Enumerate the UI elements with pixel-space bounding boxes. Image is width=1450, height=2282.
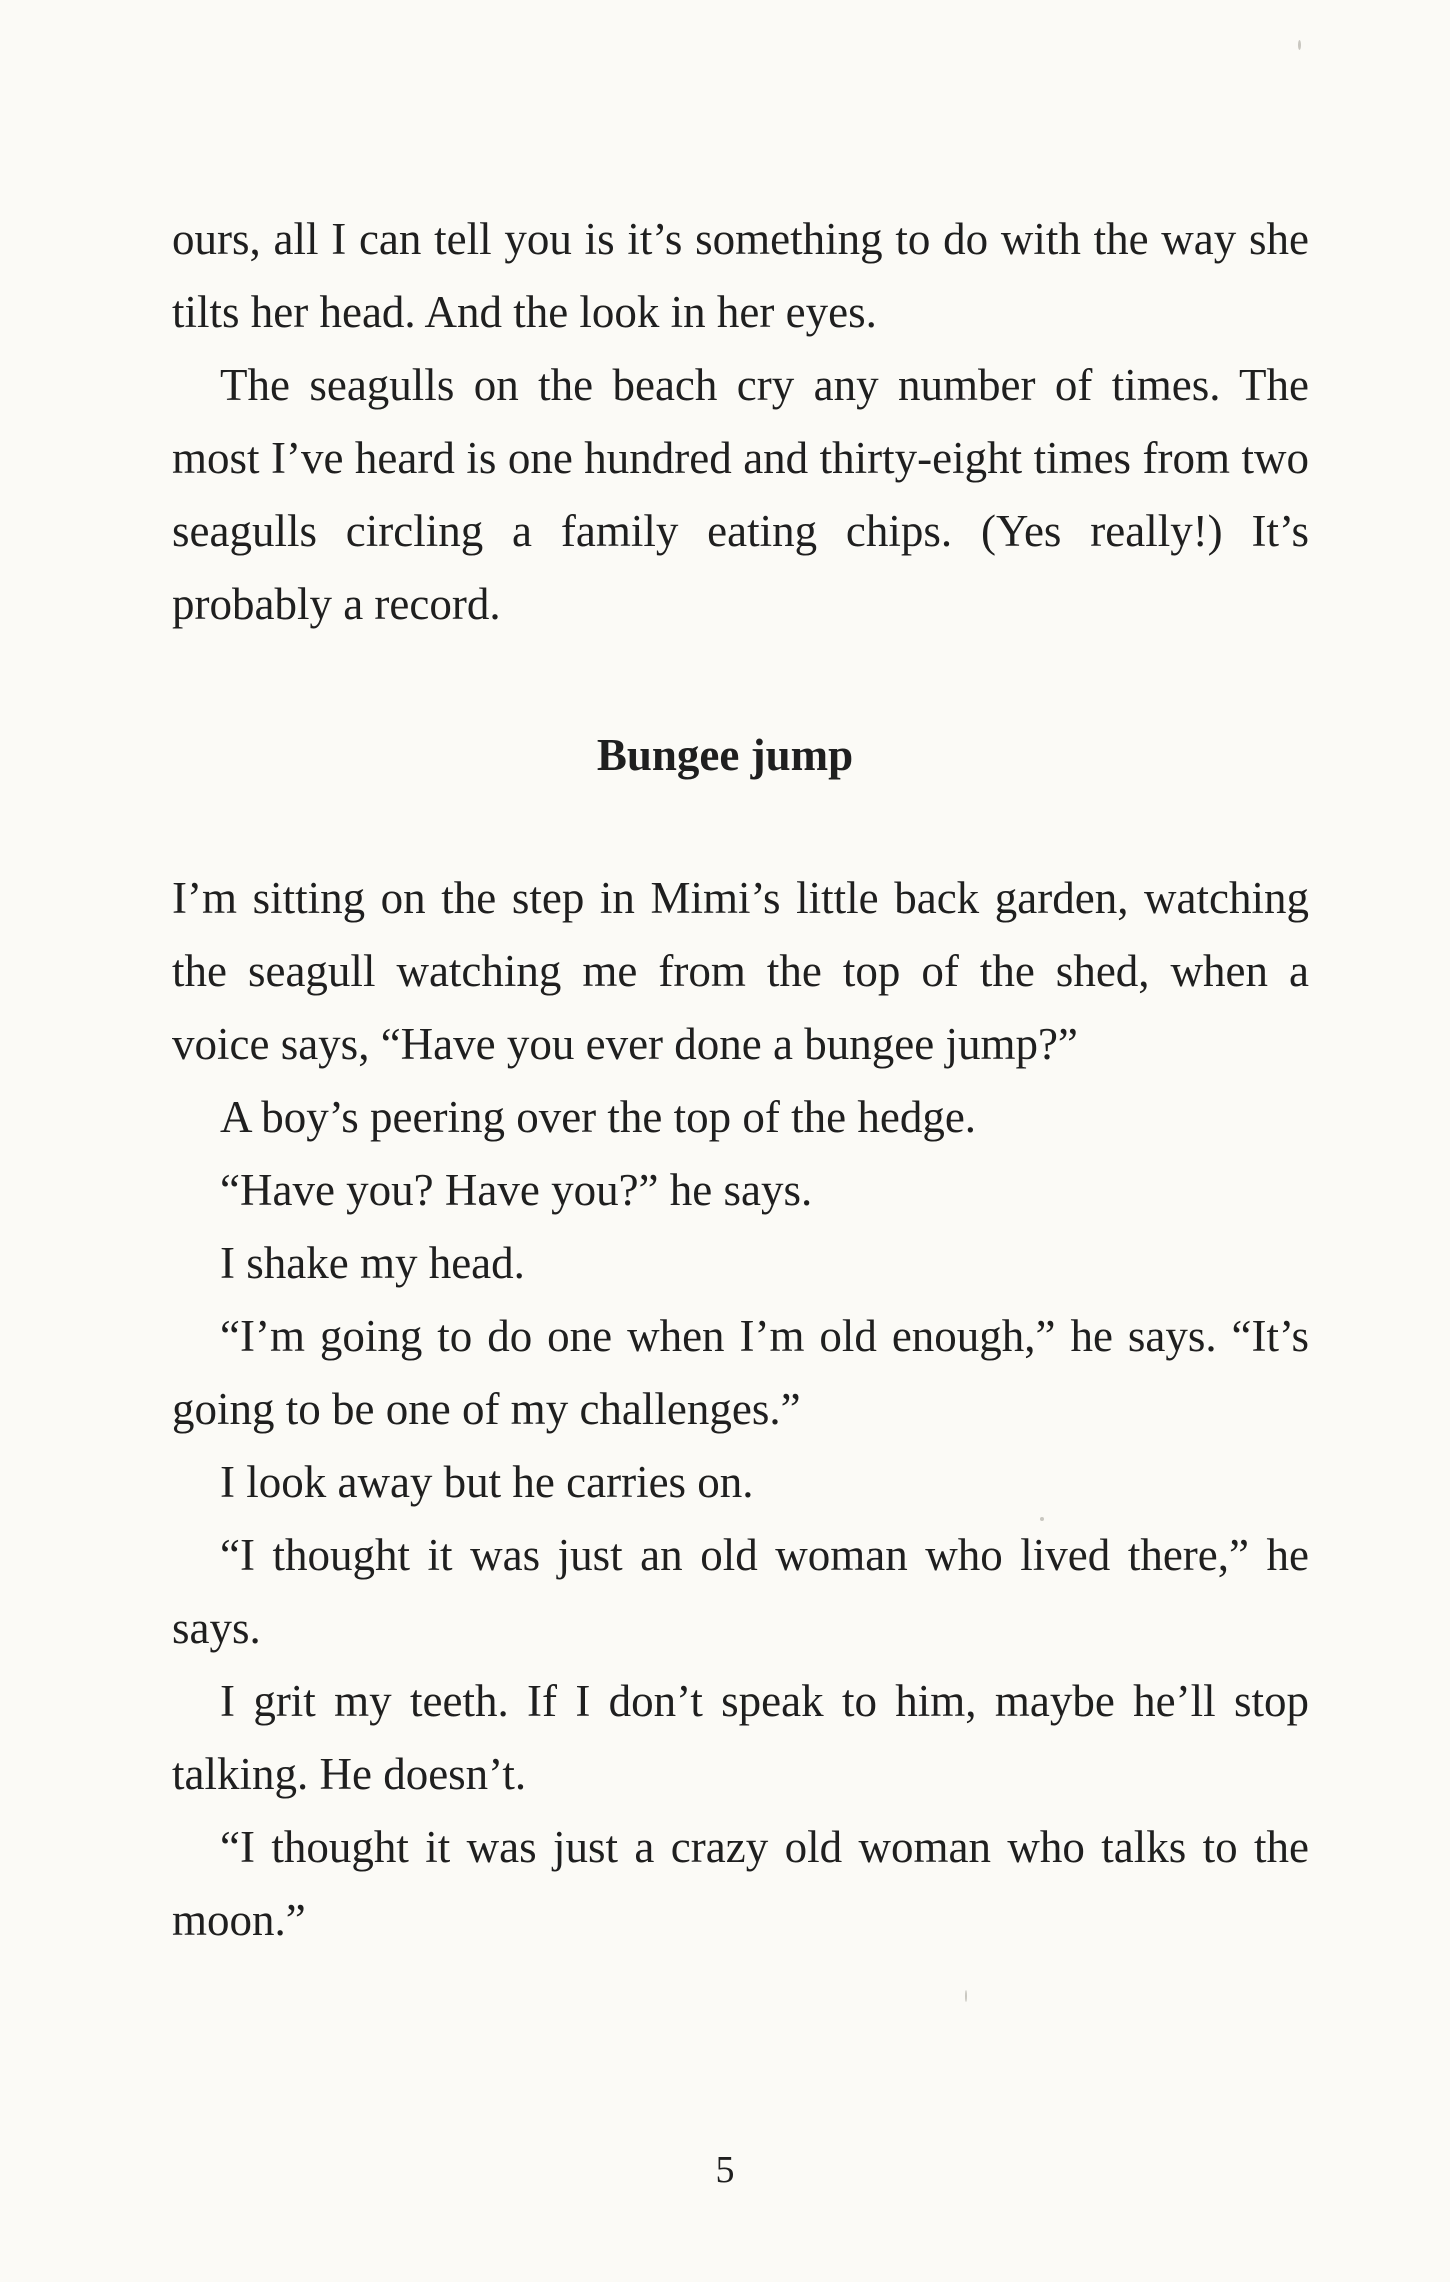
paragraph: I grit my teeth. If I don’t speak to him, maybe he’ll stop talking. He doesn’t. — [172, 1676, 1309, 1799]
paragraph: ours, all I can tell you is it’s something to do with the way she tilts her head. And the look in her eyes. — [172, 214, 1309, 337]
paragraph: I’m sitting on the step in Mimi’s little back garden, watching the seagull watching me from the top of the shed, when a voice says, “Have you ever done a bungee jump?” — [172, 873, 1309, 1069]
paragraph: “I’m going to do one when I’m old enough,” he says. “It’s going to be one of my challenges.” — [172, 1311, 1309, 1434]
text-block-main — [172, 862, 1309, 1957]
paragraph: I shake my head. — [220, 1238, 525, 1288]
paper-speck — [965, 1990, 967, 2002]
paragraph: A boy’s peering over the top of the hedge. — [220, 1092, 977, 1142]
paragraph: I look away but he carries on. — [220, 1457, 754, 1507]
section-heading: Bungee jump — [596, 730, 854, 780]
page-number: 5 — [715, 2149, 735, 2191]
paper-speck — [1040, 1517, 1044, 1521]
paragraph: “I thought it was just an old woman who lived there,” he says. — [172, 1530, 1309, 1653]
paper-speck — [1298, 40, 1301, 50]
text-block-top — [172, 203, 1309, 641]
paragraph: “I thought it was just a crazy old woman who talks to the moon.” — [172, 1822, 1309, 1945]
paragraph: “Have you? Have you?” he says. — [220, 1165, 813, 1215]
paragraph: The seagulls on the beach cry any number of times. The most I’ve heard is one hundred and thirty-eight times from two seagulls circling a family eating chips. (Yes really!) It’s probably a record. — [172, 360, 1309, 629]
